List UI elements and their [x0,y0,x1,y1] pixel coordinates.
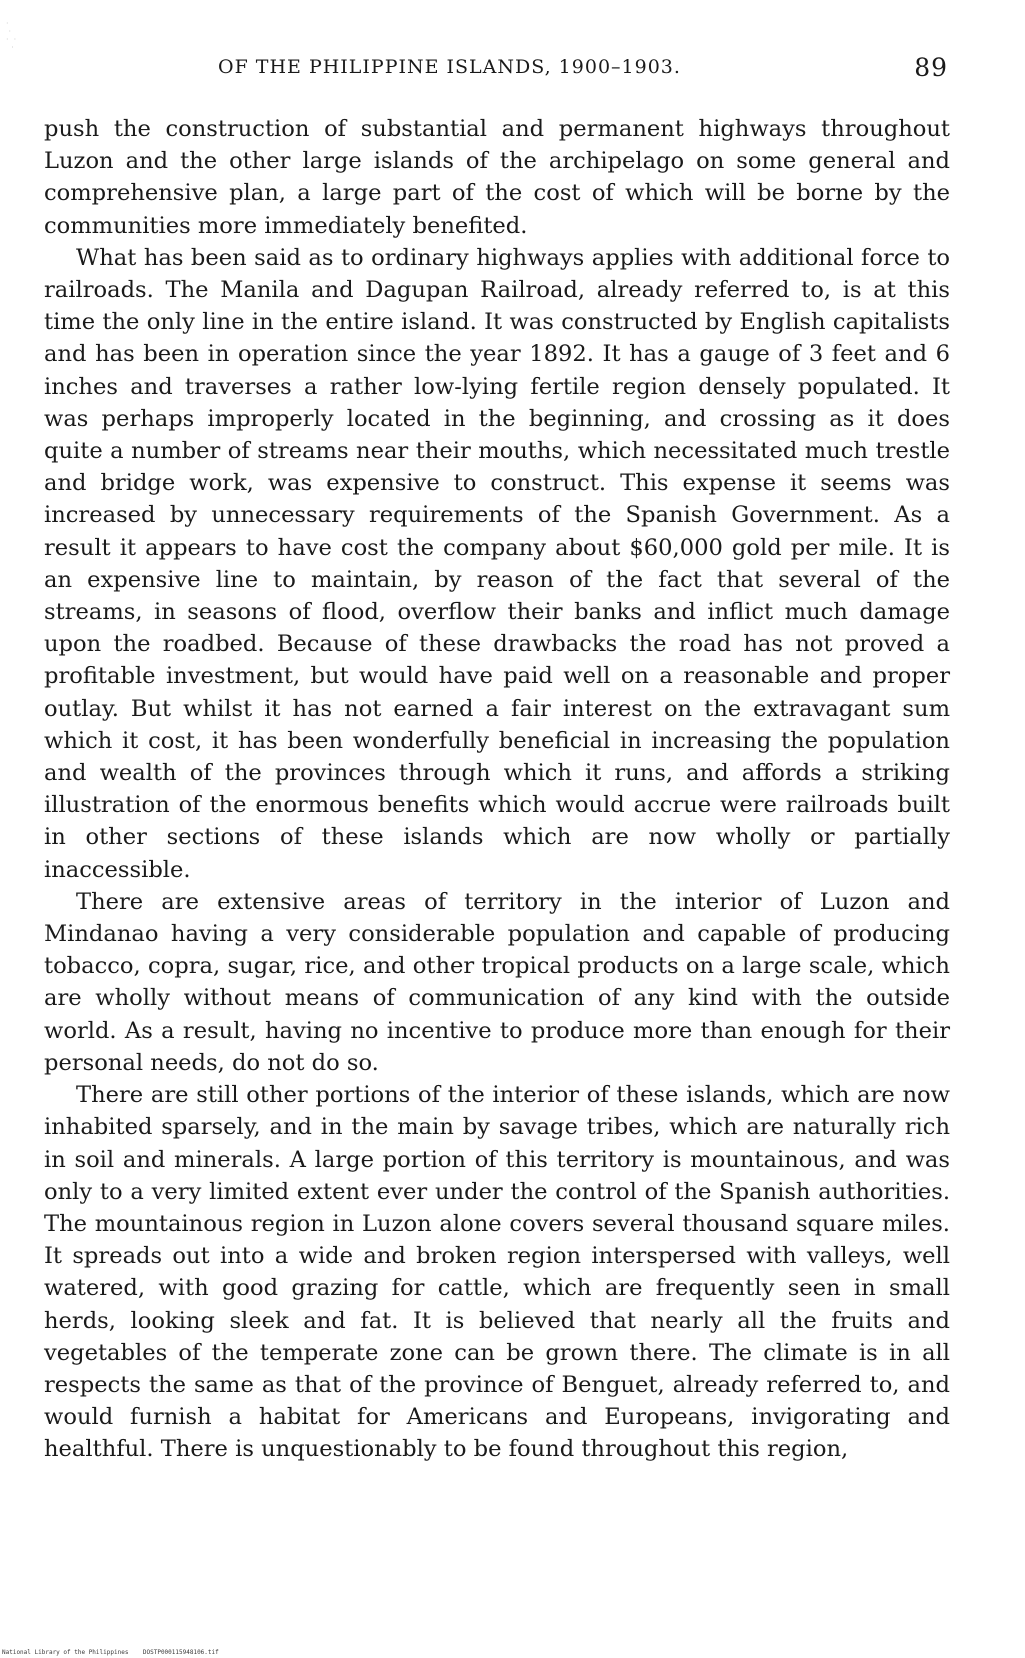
scan-footer: National Library of the Philippines DOSTP000115948106.tif [2,1649,219,1656]
page-number: 89 [914,53,948,82]
paragraph-continued: push the construction of substantial and permanent highways throughout Luzon and the other large islands of the archipelago on some general and comprehensive plan, a large part of the cost of which will be borne by the communities more immediately benefited. [44,116,950,239]
paragraph-mountainous-region: There are still other portions of the interior of these islands, which are now inhabited sparsely, and in the main by savage tribes, which are naturally rich in soil and minerals. A large portion of this territory is mountainous, and was only to a very limited extent ever under the control of the Spanish authorities. The mountainous region in Luzon alone covers several thousand square miles. It spreads out into a wide and broken region interspersed with valleys, well watered, with good grazing for cattle, which are frequently seen in small herds, looking sleek and fat. It is believed that nearly all the fruits and vegetables of the temperate zone can be grown there. The climate is in all respects the same as that of the province of Benguet, already referred to, and would furnish a habitat for Americans and Europeans, invigorating and healthful. There is unquestionably to be found throughout this region, [44,1082,950,1463]
running-header [218,54,948,84]
paragraph-railroads: What has been said as to ordinary highways applies with additional force to railroads. The Manila and Dagupan Railroad, already referred to, is at this time the only line in the entire island. It was constructed by English capitalists and has been in operation since the year 1892. It has a gauge of 3 feet and 6 inches and traverses a rather low-lying fertile region densely populated. It was perhaps improperly located in the beginning, and crossing as it does quite a number of streams near their mouths, which necessitated much trestle and bridge work, was expensive to construct. This expense it seems was increased by unnecessary requirements of the Spanish Government. As a result it appears to have cost the company about $60,000 gold per mile. It is an expensive line to maintain, by reason of the fact that several of the streams, in seasons of flood, overflow their banks and inflict much damage upon the roadbed. Because of these drawbacks the road has not proved a profitable investment, but would have paid well on a reasonable and proper outlay. But whilst it has not earned a fair interest on the extravagant sum which it cost, it has been wonderfully beneficial in increasing the population and wealth of the provinces through which it runs, and affords a striking illustration of the enormous benefits which would accrue were railroads built in other sections of these islands which are now wholly or partially inaccessible. [44,244,950,883]
running-title: OF THE PHILIPPINE ISLANDS, 1900–1903. [218,56,681,78]
body-text [44,113,950,1466]
paragraph-interior-territory: There are extensive areas of territory in the interior of Luzon and Mindanao having a very considerable population and capable of producing tobacco, copra, sugar, rice, and other tropical products on a large scale, which are wholly without means of communication of any kind with the outside world. As a result, having no incentive to produce more than enough for their personal needs, do not do so. [44,888,950,1076]
scan-speckle: · · · · · [6,19,17,52]
